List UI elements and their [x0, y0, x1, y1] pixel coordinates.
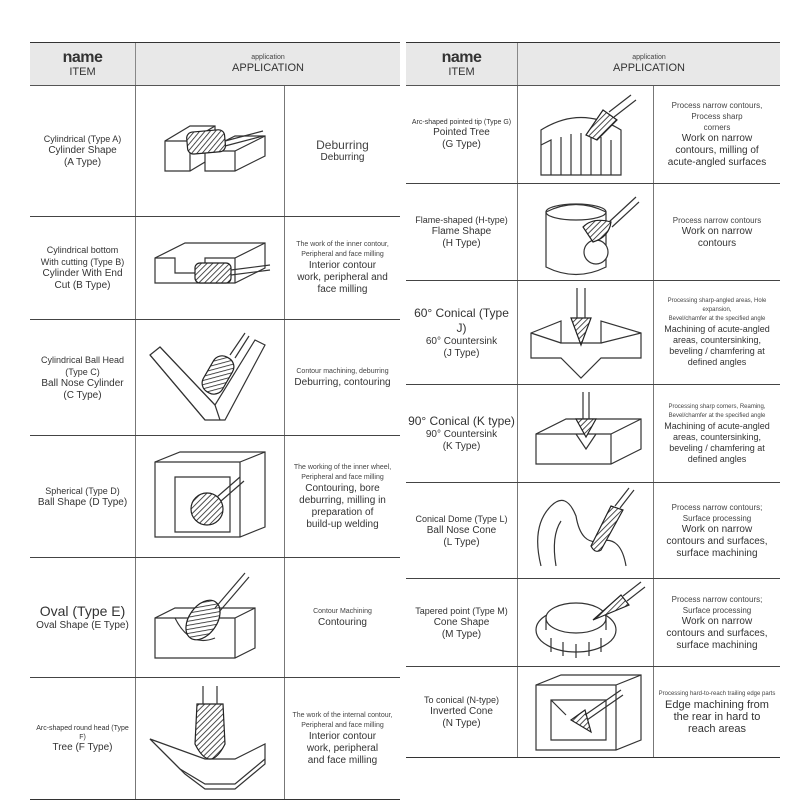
header-application [136, 43, 400, 85]
item-name-cn: Spherical (Type D) [45, 485, 120, 496]
item-cell [30, 217, 136, 319]
application-cell [285, 436, 400, 557]
item-name-cn: Tapered point (Type M) [415, 605, 508, 616]
table-row-type-g [406, 86, 780, 184]
item-name-cn: Cylindrical Ball Head (Type C) [40, 354, 125, 377]
oval-burr-icon [145, 568, 275, 668]
application-en: Machining of acute-angled areas, countersinking, beveling / chamfering at defined angles [664, 324, 770, 367]
header-app-cn: application [251, 54, 285, 61]
application-cell [654, 579, 780, 666]
application-cell [654, 281, 780, 384]
tree-burr-icon [145, 684, 275, 794]
application-en: Contouring [318, 616, 367, 628]
item-name-cn: Cylindrical (Type A) [43, 134, 122, 144]
header-item-cn: name [441, 49, 482, 66]
table-header [406, 43, 780, 86]
illustration-cell [136, 86, 285, 216]
application-en: Work on narrow contours and surfaces, surface machining [666, 615, 768, 651]
application-cn: The working of the inner wheel, Peripheral and face milling [293, 463, 392, 481]
header-app-en: APPLICATION [232, 62, 304, 74]
application-cn: Processing sharp-angled areas, Hole expansion, Bevel/chamfer at the specified angle [667, 298, 767, 322]
item-name-cn: Cylindrical bottom With cutting (Type B) [40, 245, 125, 267]
application-en: Work on narrow contours and surfaces, surface machining [666, 523, 768, 559]
illustration-cell [518, 184, 654, 280]
header-app-en: APPLICATION [613, 62, 685, 74]
item-name-cn: 60° Conical (Type J) [414, 305, 509, 335]
item-name-en: 90° Countersink (K Type) [425, 429, 498, 452]
table-row-type-h [406, 184, 780, 281]
application-cell [285, 320, 400, 435]
application-cell [285, 558, 400, 677]
item-cell [406, 385, 518, 482]
application-en: Interior contour work, peripheral and face milling [297, 260, 388, 295]
application-cn: Process narrow contours, Process sharp corners [671, 101, 763, 132]
illustration-cell [518, 86, 654, 183]
header-application [518, 43, 780, 85]
application-cn: Process narrow contours; Surface processing [671, 502, 763, 523]
item-name-cn: Arc-shaped round head (Type F) [36, 724, 129, 741]
item-name-en: Flame Shape (H Type) [431, 226, 492, 249]
application-cell [654, 184, 780, 280]
countersink-60-burr-icon [521, 283, 651, 383]
table-row-type-a [30, 86, 400, 217]
application-cn: Contour machining, deburring [296, 367, 389, 375]
illustration-cell [518, 579, 654, 666]
application-cn: Process narrow contours [672, 215, 762, 225]
cone-burr-icon [521, 580, 651, 665]
illustration-cell [136, 678, 285, 799]
table-row-type-j [406, 281, 780, 385]
countersink-90-burr-icon [521, 389, 651, 479]
header-item [30, 43, 136, 85]
item-name-en: Pointed Tree (G Type) [433, 127, 490, 150]
application-cell [285, 217, 400, 319]
illustration-cell [518, 667, 654, 757]
table-row-type-k [406, 385, 780, 483]
burr-table-left [30, 42, 400, 800]
illustration-cell [136, 558, 285, 677]
application-en: Work on narrow contours, milling of acute-angled surfaces [667, 133, 767, 168]
header-item-en: ITEM [448, 66, 475, 78]
application-cell [285, 86, 400, 216]
table-row-type-n [406, 667, 780, 757]
table-row-type-f [30, 678, 400, 799]
flame-burr-icon [521, 187, 651, 277]
application-cn: Contour Machining [313, 607, 372, 615]
application-cell [285, 678, 400, 799]
item-name-en: Ball Nose Cone (L Type) [426, 524, 497, 548]
table-row-type-e [30, 558, 400, 678]
application-en: Interior contour work, peripheral and face milling [306, 730, 379, 766]
item-cell [30, 678, 136, 799]
application-en: Contouring, bore deburring, milling in preparation of build-up welding [299, 482, 386, 530]
table-row-type-l [406, 483, 780, 579]
item-cell [406, 483, 518, 578]
illustration-cell [136, 436, 285, 557]
application-cn: Processing hard-to-reach trailing edge parts [658, 691, 776, 697]
item-name-cn: Conical Dome (Type L) [415, 513, 508, 524]
item-cell [406, 281, 518, 384]
item-cell [406, 184, 518, 280]
ball-burr-icon [145, 447, 275, 547]
item-name-en: Cylinder Shape (A Type) [48, 145, 117, 168]
item-name-cn: 90° Conical (K type) [408, 414, 515, 428]
inverted-cone-burr-icon [521, 670, 651, 755]
item-cell [30, 320, 136, 435]
pointed-tree-burr-icon [521, 90, 651, 180]
ball-nose-cylinder-burr-icon [145, 325, 275, 430]
application-en: Deburring [320, 152, 365, 163]
ball-nose-cone-burr-icon [521, 486, 651, 576]
application-cell [654, 483, 780, 578]
item-name-en: Cone Shape (M Type) [433, 616, 490, 640]
application-en: Work on narrow contours [681, 225, 753, 249]
item-cell [406, 667, 518, 757]
illustration-cell [518, 281, 654, 384]
table-row-type-d [30, 436, 400, 558]
application-cn: Process narrow contours; Surface processing [671, 594, 763, 615]
illustration-cell [136, 320, 285, 435]
illustration-cell [518, 385, 654, 482]
item-name-cn: Arc-shaped pointed tip (Type G) [411, 119, 512, 126]
item-name-cn: Oval (Type E) [39, 603, 126, 619]
illustration-cell [136, 217, 285, 319]
cylinder-end-cut-burr-icon [145, 223, 275, 313]
table-header [30, 43, 400, 86]
application-cell [654, 86, 780, 183]
table-row-type-b [30, 217, 400, 320]
application-cn: The work of the inner contour, Peripheral and face milling [296, 241, 389, 258]
item-name-en: Oval Shape (E Type) [36, 620, 129, 631]
item-name-en: Ball Nose Cylinder (C Type) [41, 377, 124, 401]
item-cell [30, 436, 136, 557]
illustration-cell [518, 483, 654, 578]
item-cell [406, 579, 518, 666]
item-cell [406, 86, 518, 183]
item-name-en: Ball Shape (D Type) [37, 496, 128, 508]
item-name-en: 60° Countersink (J Type) [425, 335, 498, 359]
header-item-cn: name [62, 49, 103, 66]
application-en: Deburring, contouring [294, 376, 391, 388]
application-cn: Processing sharp corners, Reaming, Bevel/chamfer at the specified angle [668, 403, 766, 419]
item-cell [30, 558, 136, 677]
application-cn: Deburring [316, 138, 369, 152]
item-name-cn: Flame-shaped (H-type) [415, 215, 508, 225]
item-name-en: Cylinder With End Cut (B Type) [42, 268, 123, 291]
item-name-cn: To conical (N-type) [423, 695, 500, 705]
item-name-en: Tree (F Type) [52, 741, 113, 753]
header-item-en: ITEM [69, 66, 96, 78]
application-cell [654, 667, 780, 757]
application-en: Edge machining from the rear in hard to reach areas [665, 699, 769, 735]
cylinder-burr-icon [145, 101, 275, 201]
table-row-type-m [406, 579, 780, 667]
item-name-en: Inverted Cone (N Type) [430, 706, 493, 729]
header-app-cn: application [632, 54, 666, 61]
application-cell [654, 385, 780, 482]
table-row-type-c [30, 320, 400, 436]
item-cell [30, 86, 136, 216]
application-cn: The work of the internal contour, Peripheral and face milling [292, 711, 393, 729]
header-item [406, 43, 518, 85]
application-en: Machining of acute-angled areas, countersinking, beveling / chamfering at defined angles [664, 420, 770, 464]
burr-table-right [406, 42, 780, 758]
